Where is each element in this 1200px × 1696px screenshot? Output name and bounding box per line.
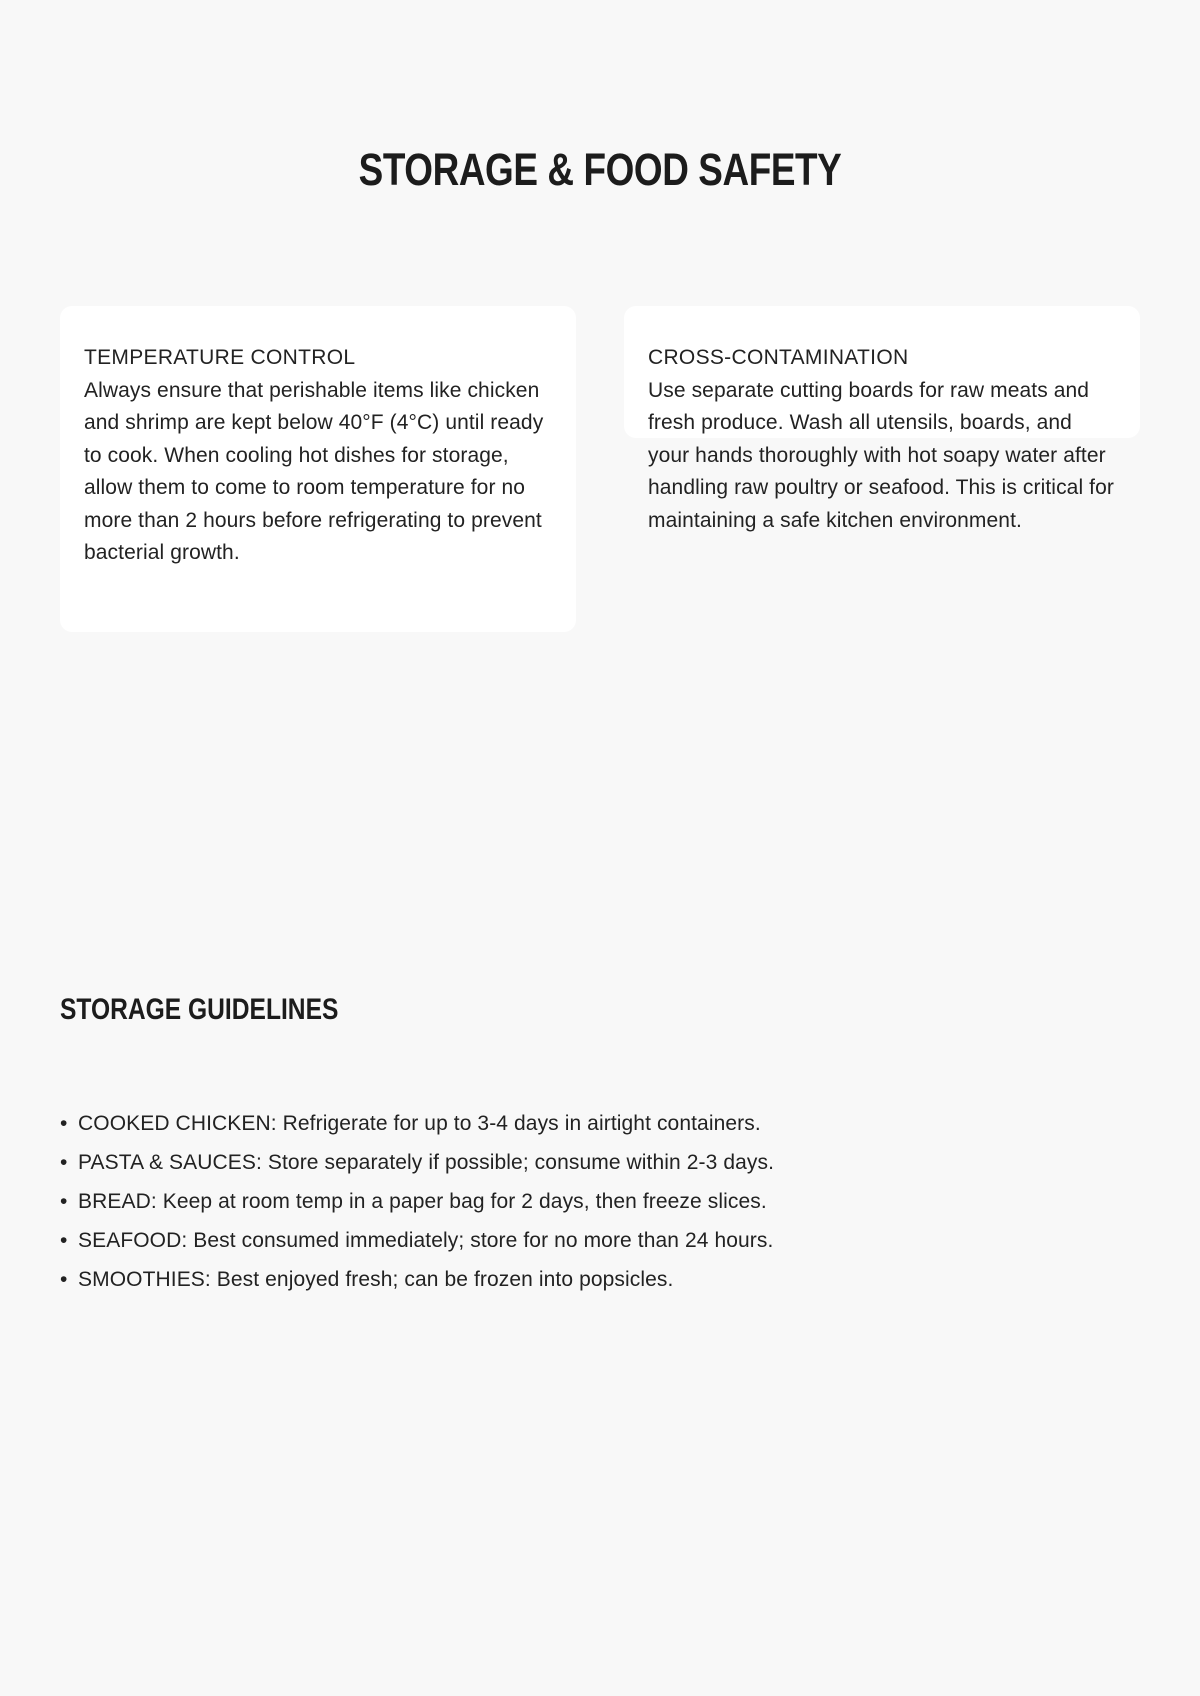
list-item: [60, 1260, 774, 1299]
bullet-icon: •: [60, 1268, 68, 1291]
card-heading: CROSS-CONTAMINATION: [648, 346, 909, 369]
card-body: Use separate cutting boards for raw meats and fresh produce. Wash all utensils, boards, and your hands thoroughly with hot soapy water after handling raw poultry or seafood. This is critical for maintaining a safe kitchen environment.: [648, 378, 1114, 532]
bullet-icon: •: [60, 1190, 68, 1213]
list-item-text: SMOOTHIES: Best enjoyed fresh; can be frozen into popsicles.: [78, 1268, 674, 1291]
list-item-text: BREAD: Keep at room temp in a paper bag for 2 days, then freeze slices.: [78, 1190, 767, 1213]
storage-guidelines-list: [60, 1104, 774, 1299]
list-item-text: COOKED CHICKEN: Refrigerate for up to 3-4 days in airtight containers.: [78, 1112, 761, 1135]
list-item-text: PASTA & SAUCES: Store separately if possible; consume within 2-3 days.: [78, 1151, 775, 1174]
card-heading: TEMPERATURE CONTROL: [84, 346, 356, 369]
list-item: [60, 1182, 774, 1221]
list-item: [60, 1143, 774, 1182]
list-item: [60, 1104, 774, 1143]
section-title: STORAGE GUIDELINES: [60, 993, 339, 1026]
bullet-icon: •: [60, 1151, 68, 1174]
bullet-icon: •: [60, 1112, 68, 1135]
card-body: Always ensure that perishable items like chicken and shrimp are kept below 40°F (4°C) until ready to cook. When cooling hot dishes for storage, allow them to come to room temperature for no more than 2 hours before refrigerating to prevent bacterial growth.: [84, 378, 544, 564]
cross-contamination-card: [624, 306, 1140, 532]
list-item: [60, 1221, 774, 1260]
list-item-text: SEAFOOD: Best consumed immediately; store for no more than 24 hours.: [78, 1229, 774, 1252]
page-title: STORAGE & FOOD SAFETY: [358, 144, 842, 195]
bullet-icon: •: [60, 1229, 68, 1252]
temperature-control-card: [60, 306, 576, 632]
